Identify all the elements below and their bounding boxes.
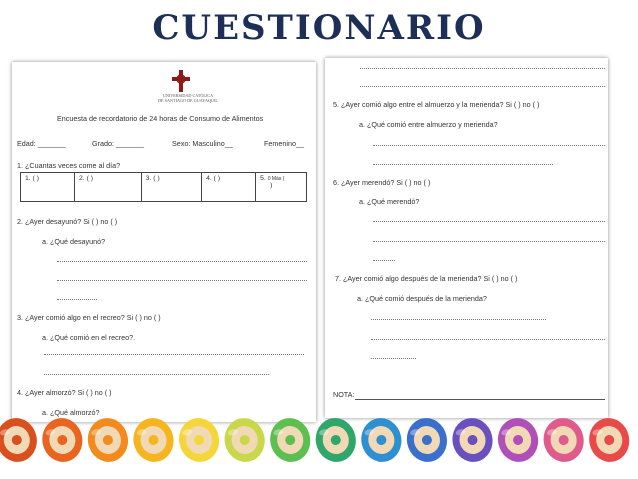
question-7a: a. ¿Qué comió después de la merienda? bbox=[357, 294, 487, 303]
question-1-options-table bbox=[20, 172, 307, 202]
question-6: 6. ¿Ayer merendó? Si ( ) no ( ) bbox=[333, 178, 431, 187]
university-crest-icon bbox=[172, 70, 190, 92]
questionnaire-page-right bbox=[325, 58, 608, 418]
university-name bbox=[148, 93, 228, 103]
question-1: 1. ¿Cuantas veces come al día? bbox=[17, 161, 121, 170]
answer-line bbox=[371, 319, 546, 320]
pencil-icon bbox=[84, 414, 132, 465]
option-4: 4. ( ) bbox=[202, 173, 256, 202]
answer-line bbox=[373, 260, 395, 261]
answer-line bbox=[373, 241, 605, 242]
pencil-icon bbox=[357, 414, 405, 465]
answer-line bbox=[44, 354, 304, 355]
pencil-icon bbox=[585, 414, 633, 465]
nota-label: NOTA: bbox=[333, 390, 355, 399]
pencil-icon bbox=[540, 414, 588, 465]
pencil-icon bbox=[38, 414, 86, 465]
field-grado: Grado: _______ bbox=[92, 139, 144, 148]
pencil-icon bbox=[175, 414, 223, 465]
pencil-icon bbox=[403, 414, 451, 465]
answer-line bbox=[360, 68, 605, 69]
question-2: 2. ¿Ayer desayunó? Si ( ) no ( ) bbox=[17, 217, 118, 226]
question-5: 5. ¿Ayer comió algo entre el almuerzo y la merienda? Si ( ) no ( ) bbox=[333, 100, 540, 109]
question-3a: a. ¿Qué comió en el recreo?. bbox=[42, 333, 136, 342]
answer-line bbox=[373, 221, 605, 222]
questionnaire-page-left bbox=[12, 62, 316, 422]
pencil-icon bbox=[494, 414, 542, 465]
question-2a: a. ¿Qué desayunó? bbox=[42, 237, 106, 246]
option-5-number: 5. bbox=[260, 175, 266, 182]
question-4: 4. ¿Ayer almorzó? Si ( ) no ( ) bbox=[17, 388, 112, 397]
pencil-icon bbox=[129, 414, 177, 465]
question-6a: a. ¿Qué merendó? bbox=[359, 197, 420, 206]
question-3: 3. ¿Ayer comió algo en el recreo? Si ( ) no ( ) bbox=[17, 313, 161, 322]
option-5 bbox=[256, 173, 307, 202]
option-5-close: ) bbox=[270, 182, 273, 189]
answer-line bbox=[371, 339, 605, 340]
question-4a: a. ¿Qué almorzó? bbox=[42, 408, 100, 417]
university-line-1: UNIVERSIDAD CATÓLICA bbox=[162, 93, 214, 98]
answer-line bbox=[57, 261, 307, 262]
answer-line bbox=[373, 164, 553, 165]
field-edad: Edad: _______ bbox=[17, 139, 66, 148]
option-3: 3. ( ) bbox=[141, 173, 201, 202]
field-sexo-femenino: Femenino__ bbox=[264, 139, 304, 148]
answer-line bbox=[44, 374, 269, 375]
pencil-icon bbox=[312, 414, 360, 465]
slide-title: CUESTIONARIO bbox=[152, 8, 486, 48]
pencil-icon bbox=[448, 414, 496, 465]
colored-pencils-decoration bbox=[0, 400, 638, 479]
option-5-label: 0 Más ( bbox=[267, 176, 285, 182]
pencil-icon bbox=[266, 414, 314, 465]
university-line-2: DE SANTIAGO DE GUAYAQUIL bbox=[158, 98, 218, 103]
question-5a: a. ¿Qué comió entre almuerzo y merienda? bbox=[359, 120, 498, 129]
answer-line bbox=[57, 280, 307, 281]
option-1: 1. ( ) bbox=[21, 173, 75, 202]
field-sexo-masculino: Sexo: Masculino__ bbox=[172, 139, 233, 148]
pencil-icon bbox=[221, 414, 269, 465]
pencil-icon bbox=[0, 414, 41, 465]
document-title: Encuesta de recordatorio de 24 horas de Consumo de Alimentos bbox=[57, 114, 264, 123]
answer-line bbox=[57, 299, 97, 300]
answer-line bbox=[373, 145, 605, 146]
option-2: 2. ( ) bbox=[75, 173, 142, 202]
question-7: 7. ¿Ayer comió algo después de la merienda? Si ( ) no ( ) bbox=[335, 274, 518, 283]
answer-line bbox=[371, 358, 416, 359]
answer-line bbox=[360, 86, 605, 87]
